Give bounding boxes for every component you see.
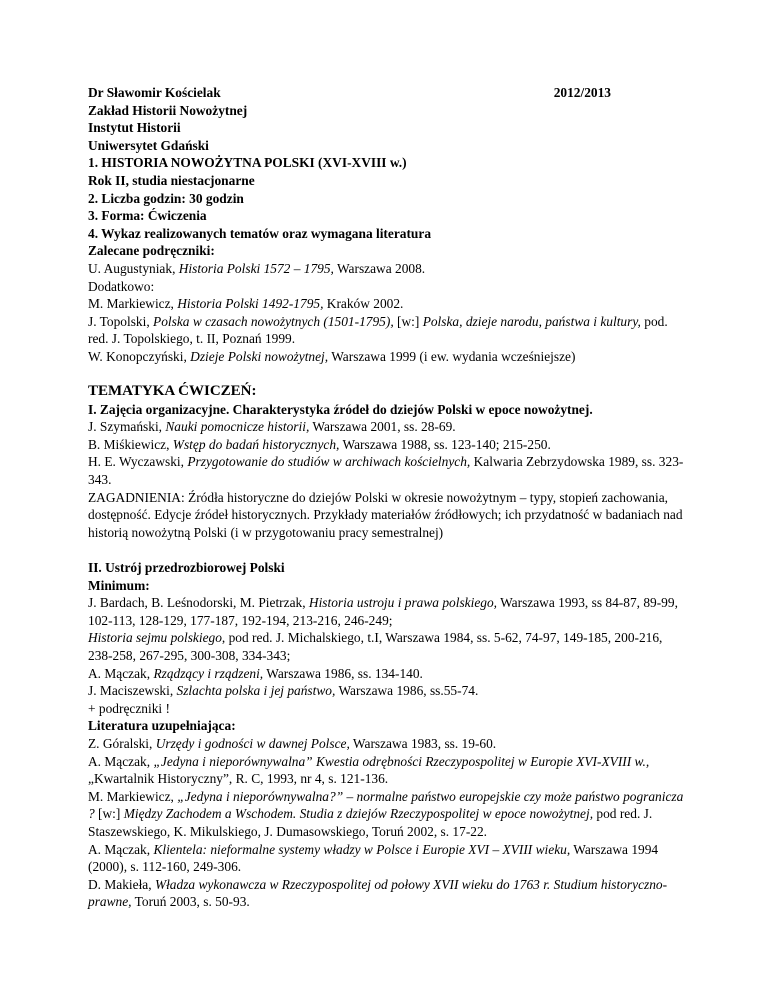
study-year: Rok II, studia niestacjonarne xyxy=(88,172,255,188)
ref-title: Urzędy i godności w dawnej Polsce, xyxy=(155,735,350,751)
minimum-label: Minimum: xyxy=(88,577,150,593)
spacer xyxy=(88,541,688,559)
topics-literature: 4. Wykaz realizowanych tematów oraz wymagana literatura xyxy=(88,225,432,241)
ref-title: Wstęp do badań historycznych, xyxy=(172,436,340,452)
textbook-extra-3 xyxy=(88,348,688,366)
ref-rest: Warszawa 2008. xyxy=(333,260,426,276)
ref-rest: Warszawa 1986, ss. 134-140. xyxy=(263,665,423,681)
section-2-min-2 xyxy=(88,629,688,664)
ref-title-2: Polska, dzieje narodu, państwa i kultury, xyxy=(422,313,641,329)
ref-title: Historia sejmu polskiego xyxy=(88,630,222,646)
section-2-lit-1 xyxy=(88,735,688,753)
ref-author: W. Konopczyński, xyxy=(88,348,191,364)
ref-author: J. Bardach, B. Leśnodorski, M. Pietrzak, xyxy=(88,595,309,611)
ref-author: A. Mączak, xyxy=(88,753,154,769)
author-name: Dr Sławomir Kościelak xyxy=(88,85,221,100)
ref-author: H. E. Wyczawski, xyxy=(88,454,188,470)
ref-title: Historia Polski 1492-1795, xyxy=(177,296,324,312)
spacer xyxy=(88,366,688,384)
ref-rest: „Kwartalnik Historyczny”, R. C, 1993, nr 4, s. 121-136. xyxy=(88,771,389,787)
supplementary-label: Literatura uzupełniająca: xyxy=(88,718,236,734)
header-row xyxy=(88,84,611,102)
textbook-main xyxy=(88,260,688,278)
ref-title: Szlachta polska i jej państwo, xyxy=(176,683,336,699)
ref-title: Klientela: nieformalne systemy władzy w Polsce i Europie XVI – XVIII wieku, xyxy=(153,841,571,857)
ref-rest: pod red. J. Staszewskiego, K. Mikulskiego, J. Dumasowskiego, Toruń 2002, s. 17-22. xyxy=(88,806,653,839)
section-2-min-1 xyxy=(88,594,688,629)
ref-rest: Warszawa 1988, ss. 123-140; 215-250. xyxy=(339,436,551,452)
ref-author: J. Szymański, xyxy=(88,419,166,435)
ref-rest: Warszawa 1983, ss. 19-60. xyxy=(349,735,497,751)
tematyka-heading: TEMATYKA ĆWICZEŃ: xyxy=(88,383,257,400)
hours: 2. Liczba godzin: 30 godzin xyxy=(88,190,244,206)
ref-author: M. Markiewicz, xyxy=(88,788,178,804)
section-1-ref-3 xyxy=(88,453,688,488)
ref-title: Przygotowanie do studiów w archiwach kościelnych, xyxy=(187,454,471,470)
ref-author: A. Mączak, xyxy=(88,841,154,857)
ref-author: J. Topolski, xyxy=(88,313,154,329)
ref-title: Polska w czasach nowożytnych (1501-1795), xyxy=(153,313,394,329)
ref-mid: [w:] xyxy=(94,806,124,822)
section-2-lit-2 xyxy=(88,753,688,788)
section-2-lit-3 xyxy=(88,788,688,841)
form: 3. Forma: Ćwiczenia xyxy=(88,208,207,224)
ref-rest: , pod red. J. Michalskiego, t.I, Warszawa 1984, ss. 5-62, 74-97, 149-185, 200-216, 238-258, 267-295, 300-308, 334-343; xyxy=(88,630,663,663)
ref-rest: Kalwaria Zebrzydowska 1989, ss. 323-343. xyxy=(88,454,684,488)
section-2-min-3 xyxy=(88,665,688,683)
ref-author: U. Augustyniak, xyxy=(88,260,179,276)
ref-author: Z. Góralski, xyxy=(88,735,156,751)
section-2-min-5: + podręczniki ! xyxy=(88,700,170,716)
ref-title: Rządzący i rządzeni, xyxy=(153,665,264,681)
ref-rest: Warszawa 1994 (2000), s. 112-160, 249-306. xyxy=(88,841,659,875)
ref-rest: Toruń 2003, s. 50-93. xyxy=(131,894,250,910)
ref-rest: Warszawa 1993, ss 84-87, 89-99, 102-113, 128-129, 177-187, 192-194, 213-216, 246-249; xyxy=(88,595,678,628)
document-page xyxy=(88,84,688,911)
ref-mid: [w:] xyxy=(393,313,423,329)
textbook-extra-1 xyxy=(88,295,688,313)
ref-title: Władza wykonawcza w Rzeczypospolitej od połowy XVII wieku do 1763 r. Studium historyczno-prawne, xyxy=(88,876,668,910)
ref-author: A. Mączak, xyxy=(88,665,154,681)
section-2-min-4 xyxy=(88,682,688,700)
ref-author: B. Miśkiewicz, xyxy=(88,436,173,452)
course-title: 1. HISTORIA NOWOŻYTNA POLSKI (XVI-XVIII w.) xyxy=(88,155,407,171)
institute: Instytut Historii xyxy=(88,120,181,136)
textbooks-label: Zalecane podręczniki: xyxy=(88,243,215,259)
ref-rest: pod. red. J. Topolskiego, t. II, Poznań 1999. xyxy=(88,313,668,347)
ref-author: M. Markiewicz, xyxy=(88,296,178,312)
department: Zakład Historii Nowożytnej xyxy=(88,102,248,118)
section-2-lit-4 xyxy=(88,841,688,876)
ref-title: Historia ustroju i prawa polskiego, xyxy=(308,595,498,611)
university: Uniwersytet Gdański xyxy=(88,137,209,153)
ref-author: D. Makieła, xyxy=(88,876,155,892)
section-1-title: I. Zajęcia organizacyjne. Charakterystyka źródeł do dziejów Polski w epoce nowożytnej. xyxy=(88,401,593,417)
section-1-ref-2 xyxy=(88,436,688,454)
ref-rest: Kraków 2002. xyxy=(323,296,404,312)
ref-title: Dzieje Polski nowożytnej, xyxy=(190,348,329,364)
section-1-issues: ZAGADNIENIA: Źródła historyczne do dziejów Polski w okresie nowożytnym – typy, stopień zachowania, dostępność. Edycje źródeł historycznych. Przykłady materiałów źródłowych; ich przydatność w badaniach nad historią nowożytną Polski (i w przygotowaniu pracy semestralnej) xyxy=(88,489,683,540)
ref-rest: Warszawa 1999 (i ew. wydania wcześniejsze) xyxy=(328,348,576,364)
ref-title: „Jedyna i nieporównywalna?” – normalne państwo europejskie czy może państwo pogranicza ? xyxy=(88,788,684,822)
academic-year: 2012/2013 xyxy=(553,85,611,100)
ref-title: Historia Polski 1572 – 1795, xyxy=(178,260,334,276)
section-2-lit-5 xyxy=(88,876,688,911)
textbook-extra-2 xyxy=(88,313,688,348)
ref-rest: Warszawa 1986, ss.55-74. xyxy=(335,683,479,699)
ref-rest: Warszawa 2001, ss. 28-69. xyxy=(309,419,456,435)
ref-title-2: Między Zachodem a Wschodem. Studia z dziejów Rzeczypospolitej w epoce nowożytnej, xyxy=(123,806,594,822)
ref-title: „Jedyna i nieporównywalna” Kwestia odrębności Rzeczypospolitej w Europie XVI-XVIII w., xyxy=(153,753,650,769)
ref-title: Nauki pomocnicze historii, xyxy=(165,419,310,435)
section-1-ref-1 xyxy=(88,418,688,436)
extra-label: Dodatkowo: xyxy=(88,278,155,294)
ref-author: J. Maciszewski, xyxy=(88,683,177,699)
section-2-title: II. Ustrój przedrozbiorowej Polski xyxy=(88,560,285,576)
